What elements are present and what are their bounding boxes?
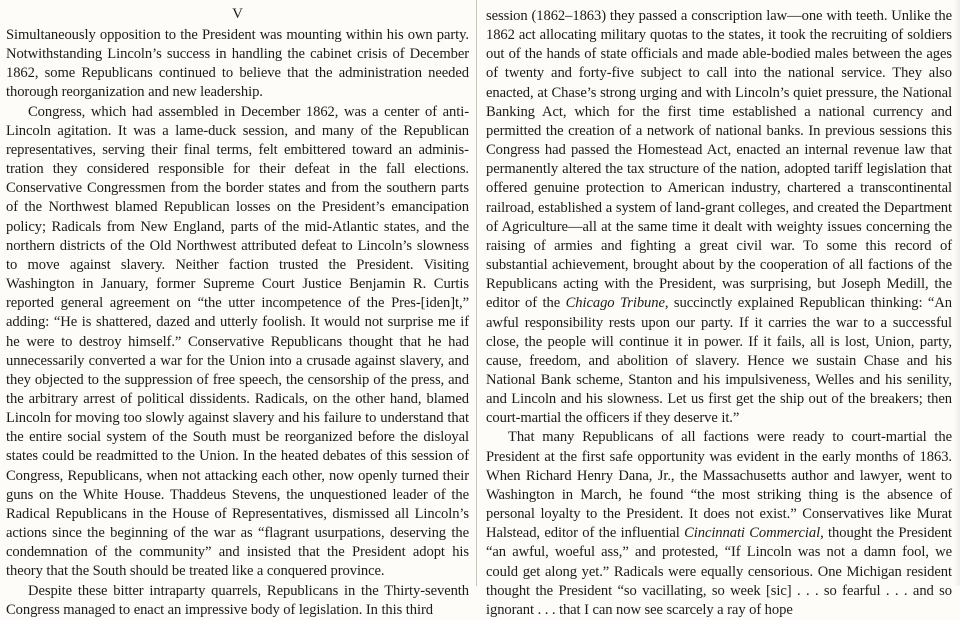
paragraph: Congress, which had assembled in December 1862, was a center of anti-Lincoln agitation. It was a lame-duck session, and many of the Republican representatives, serving their final terms, felt embittered toward an administration they considered responsible for their defeat in the fall elections. Conservative Congressmen from the border states and from the southern parts of the Northwest blamed Republican losses on the President’s emancipation policy; Radicals from New England, parts of the mid-Atlantic states, and the northern districts of the Old Northwest attributed defeat to Lincoln’s slowness to move against slavery. Neither faction trusted the President. Visiting Washington in January, former Supreme Court Justice Benjamin R. Curtis reported general agreement on “the utter incompetence of the Pres-[iden]t,” adding: “He is shattered, dazed and utterly foolish. It would not surprise me if he were to destroy himself.” Conservative Republicans thought that he had unnecessarily converted a war for the Union into a crusade against slavery, and they objected to the suppression of free speech, the censorship of the press, and the arbitrary arrest of political dissidents. Radicals, on the other hand, blamed Lincoln for moving too slowly against slavery and his failure to understand that the entire social system of the South must be reorganized before the disloyal states could be readmitted to the Union. In the heated debates of this session of Congress, Republicans, when not attacking each other, now openly turned their guns on the White House. Thaddeus Stevens, the unquestioned leader of the Radical Republicans in the House of Representatives, dismissed all Lincoln’s actions since the beginning of the war as “flagrant usurpations, deserving the condemnation of the community” and insisted that the President adopt his theory that the South should be treated like a conquered province. xyxy=(6,103,469,580)
right-column xyxy=(486,7,953,618)
paragraph: Despite these bitter intraparty quarrels, Republicans in the Thirty-seventh Congress managed to enact an impressive body of legislation. In this third xyxy=(6,582,469,618)
paragraph xyxy=(486,7,952,428)
newspaper-title: Chicago Tribune, xyxy=(565,295,669,312)
left-column xyxy=(6,0,469,618)
section-numeral: V xyxy=(232,6,243,22)
newspaper-title: Cincinnati Commercial, xyxy=(684,525,824,542)
paragraph-text: session (1862–1863) they passed a conscription law—one with teeth. Unlike the 1862 act allocating military quotas to the states, it took the recruiting of soldiers out of the hands of state officials and made able-bodied males between the ages of twenty and forty-five subject to call into the national service. They also enacted, at Chase’s strong urging and with Lincoln’s quiet pressure, the National Banking Act, which for the first time established a national currency and permitted the creation of a network of national banks. In previous sessions this Congress had passed the Homestead Act, enacted an internal revenue law that permanently altered the tax structure of the nation, adopted tariff legislation that offered genuine protection to American industry, chartered a transcontinental railroad, established a system of land-grant colleges, and created the Department of Agriculture—all at the same time it dealt with weighty issues concerning the raising of armies and fighting a great civil war. To some this record of substantial achievement, brought about by the cooperation of all factions of the Republicans acting with the President, was surprising, but Joseph Medill, the editor of the xyxy=(486,8,952,312)
paragraph-text: thought the President “an awful, woeful ass,” and protested, “If Lincoln was not a damn fool, we could get along yet.” Radicals were equally censorious. One Michigan resident thought the President “so vacillating, so week [sic] . . . so fearful . . . and so ignorant . . . that I can now see scarcely a ray of hope xyxy=(486,525,953,618)
paragraph-text: succinctly explained Republican thinking: “An awful responsibility rests upon our party. If it carries the war to a successful close, the people will continue it in power. If it fails, all is lost, Union, party, cause, freedom, and abolition of slavery. Hence we sustain Chase and his National Bank scheme, Stanton and his impulsiveness, Welles and his senility, and Lincoln and his slowness. Let us first get the ship out of the breakers; then court-martial the officers if they deserve it.” xyxy=(486,295,952,427)
column-divider xyxy=(476,0,477,586)
page-edge-shade xyxy=(954,0,960,586)
paragraph: Simultaneously opposition to the President was mounting within his own party. Notwithstanding Lincoln’s success in handling the cabinet crisis of December 1862, some Republicans continued to believe that the administration needed thorough reorganization and new leadership. xyxy=(6,27,469,101)
paragraph xyxy=(486,428,952,620)
paragraph-text: That many Republicans of all factions were ready to court-martial the President at the first safe opportunity was evident in the early months of 1863. When Richard Henry Dana, Jr., the Massachusetts author and lawyer, went to Washington in March, he found “the most striking thing is the absence of personal loyalty to the President. It does not exist.” Conservatives like Murat Halstead, editor of the influential xyxy=(486,429,952,542)
